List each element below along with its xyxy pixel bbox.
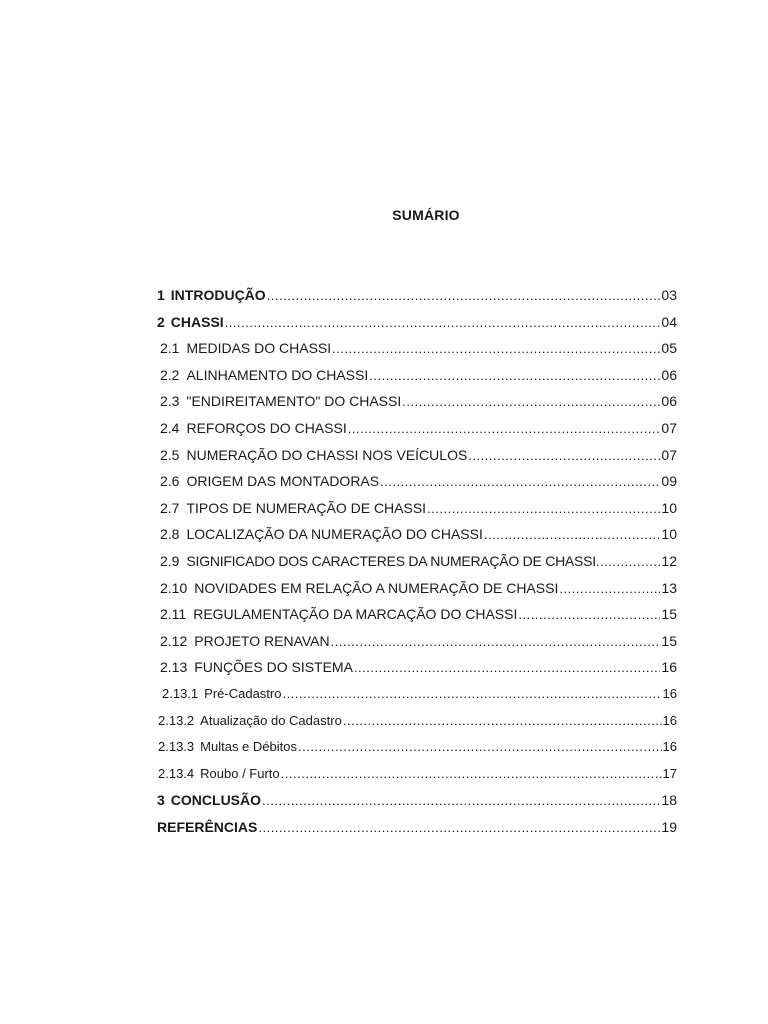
- toc-entry-title: ALINHAMENTO DO CHASSI: [186, 366, 369, 383]
- toc-entry-number: 2.10: [160, 579, 188, 596]
- toc-entry-page: 06: [661, 366, 677, 383]
- toc-entry-number: 2.5: [160, 446, 180, 463]
- toc-entry: [157, 739, 677, 766]
- toc-entry-page: 04: [661, 313, 677, 330]
- toc-entry-page: 16: [662, 685, 677, 701]
- toc-entry: [157, 526, 677, 553]
- toc-entry-title: Roubo / Furto: [200, 765, 280, 781]
- toc-leader-dots: [331, 634, 661, 649]
- toc-entry-page: 07: [661, 446, 677, 463]
- toc-entry: [157, 500, 677, 527]
- toc-entry-title: CONCLUSÃO: [170, 792, 262, 809]
- toc-entry-number: 2.6: [160, 473, 180, 490]
- table-of-contents: [157, 287, 677, 845]
- toc-leader-dots: [354, 660, 660, 675]
- toc-entry: [157, 367, 677, 394]
- toc-leader-dots: [427, 501, 660, 516]
- toc-leader-dots: [281, 766, 662, 781]
- toc-entry-number: 2.1: [160, 340, 180, 357]
- toc-entry: [157, 314, 677, 341]
- toc-entry-number: 2.2: [160, 366, 180, 383]
- toc-entry: [157, 473, 677, 500]
- toc-entry-title: PROJETO RENAVAN: [194, 632, 330, 649]
- toc-entry-page: 07: [661, 419, 677, 436]
- toc-entry-page: 15: [661, 606, 677, 623]
- toc-entry-title: REFORÇOS DO CHASSI: [186, 419, 347, 436]
- toc-entry: [157, 766, 677, 793]
- toc-leader-dots: [225, 315, 661, 330]
- toc-entry: [157, 580, 677, 607]
- toc-entry-title: ORIGEM DAS MONTADORAS: [186, 473, 380, 490]
- toc-entry-title: Pré-Cadastro: [204, 685, 282, 701]
- toc-leader-dots: [518, 607, 660, 622]
- toc-leader-dots: [348, 421, 661, 436]
- toc-entry-title: LOCALIZAÇÃO DA NUMERAÇÃO DO CHASSI: [186, 526, 483, 543]
- toc-entry-title: INTRODUÇÃO: [170, 287, 266, 303]
- toc-entry-number: 2.3: [160, 393, 180, 410]
- toc-entry-number: 2.12: [160, 632, 188, 649]
- toc-entry: [157, 340, 677, 367]
- toc-entry-page: 18: [661, 792, 677, 809]
- toc-entry-title: FUNÇÕES DO SISTEMA: [194, 659, 353, 676]
- toc-entry-page: 19: [661, 818, 677, 835]
- toc-entry-title: CHASSI: [170, 313, 224, 330]
- toc-entry-number: 2.13.3: [158, 739, 195, 755]
- toc-entry-title: SIGNIFICADO DOS CARACTERES DA NUMERAÇÃO DE CHASSI: [186, 552, 596, 569]
- toc-entry-page: 12: [661, 552, 677, 569]
- toc-leader-dots: [258, 820, 660, 835]
- toc-entry: [157, 659, 677, 686]
- toc-entry: [157, 713, 677, 740]
- toc-leader-dots: [559, 581, 660, 596]
- toc-leader-dots: [402, 394, 660, 409]
- toc-entry: [157, 792, 677, 819]
- toc-entry-title: Multas e Débitos: [200, 739, 297, 755]
- toc-leader-dots: [298, 739, 662, 754]
- toc-entry-number: 1: [157, 287, 165, 303]
- toc-entry-number: 3: [157, 792, 165, 809]
- toc-entry-number: 2.11: [160, 606, 187, 623]
- toc-entry-page: 16: [662, 739, 677, 755]
- toc-entry: [157, 819, 677, 846]
- toc-entry: [157, 553, 677, 580]
- toc-leader-dots: [596, 554, 662, 569]
- toc-entry-number: 2.13: [160, 659, 188, 676]
- toc-entry-page: 16: [662, 712, 677, 728]
- toc-entry-number: 2.13.1: [162, 685, 199, 701]
- toc-entry-page: 06: [661, 393, 677, 410]
- toc-leader-dots: [369, 368, 660, 383]
- toc-leader-dots: [332, 341, 660, 356]
- toc-entry-title: MEDIDAS DO CHASSI: [186, 340, 332, 357]
- toc-entry: [157, 420, 677, 447]
- toc-leader-dots: [282, 686, 661, 701]
- toc-entry-title: REFERÊNCIAS: [157, 818, 258, 835]
- toc-entry-number: 2.8: [160, 526, 180, 543]
- toc-entry: [157, 287, 677, 314]
- toc-leader-dots: [262, 793, 660, 808]
- toc-entry: [157, 633, 677, 660]
- toc-leader-dots: [484, 527, 661, 542]
- toc-entry-page: 13: [661, 579, 677, 596]
- toc-entry-number: 2.13.2: [158, 712, 195, 728]
- toc-entry-page: 05: [661, 340, 677, 357]
- toc-entry-page: 10: [661, 526, 677, 543]
- toc-entry-number: 2: [157, 313, 165, 330]
- toc-entry-title: "ENDIREITAMENTO" DO CHASSI: [186, 393, 402, 410]
- toc-entry-page: 15: [661, 632, 677, 649]
- toc-entry-page: 03: [661, 287, 677, 303]
- toc-entry-title: Atualização do Cadastro: [200, 712, 342, 728]
- toc-entry-page: 16: [661, 659, 677, 676]
- toc-leader-dots: [267, 288, 661, 303]
- toc-entry-title: REGULAMENTAÇÃO DA MARCAÇÃO DO CHASSI: [193, 606, 518, 623]
- toc-entry-number: 2.7: [160, 499, 180, 516]
- toc-entry-title: NOVIDADES EM RELAÇÃO A NUMERAÇÃO DE CHASSI: [194, 579, 559, 596]
- toc-entry-number: 2.4: [160, 419, 180, 436]
- toc-entry: [157, 686, 677, 713]
- toc-entry-title: TIPOS DE NUMERAÇÃO DE CHASSI: [186, 499, 427, 516]
- toc-entry: [157, 447, 677, 474]
- toc-entry-title: NUMERAÇÃO DO CHASSI NOS VEÍCULOS: [186, 446, 468, 463]
- toc-entry-page: 09: [661, 473, 677, 490]
- toc-entry: [157, 393, 677, 420]
- toc-entry-number: 2.13.4: [158, 765, 195, 781]
- toc-leader-dots: [343, 713, 662, 728]
- page-title: SUMÁRIO: [392, 207, 460, 223]
- toc-entry-page: 10: [661, 499, 677, 516]
- toc-entry-page: 17: [662, 765, 677, 781]
- toc-leader-dots: [468, 448, 660, 463]
- toc-entry: [157, 606, 677, 633]
- toc-entry-number: 2.9: [160, 552, 180, 569]
- toc-leader-dots: [380, 474, 660, 489]
